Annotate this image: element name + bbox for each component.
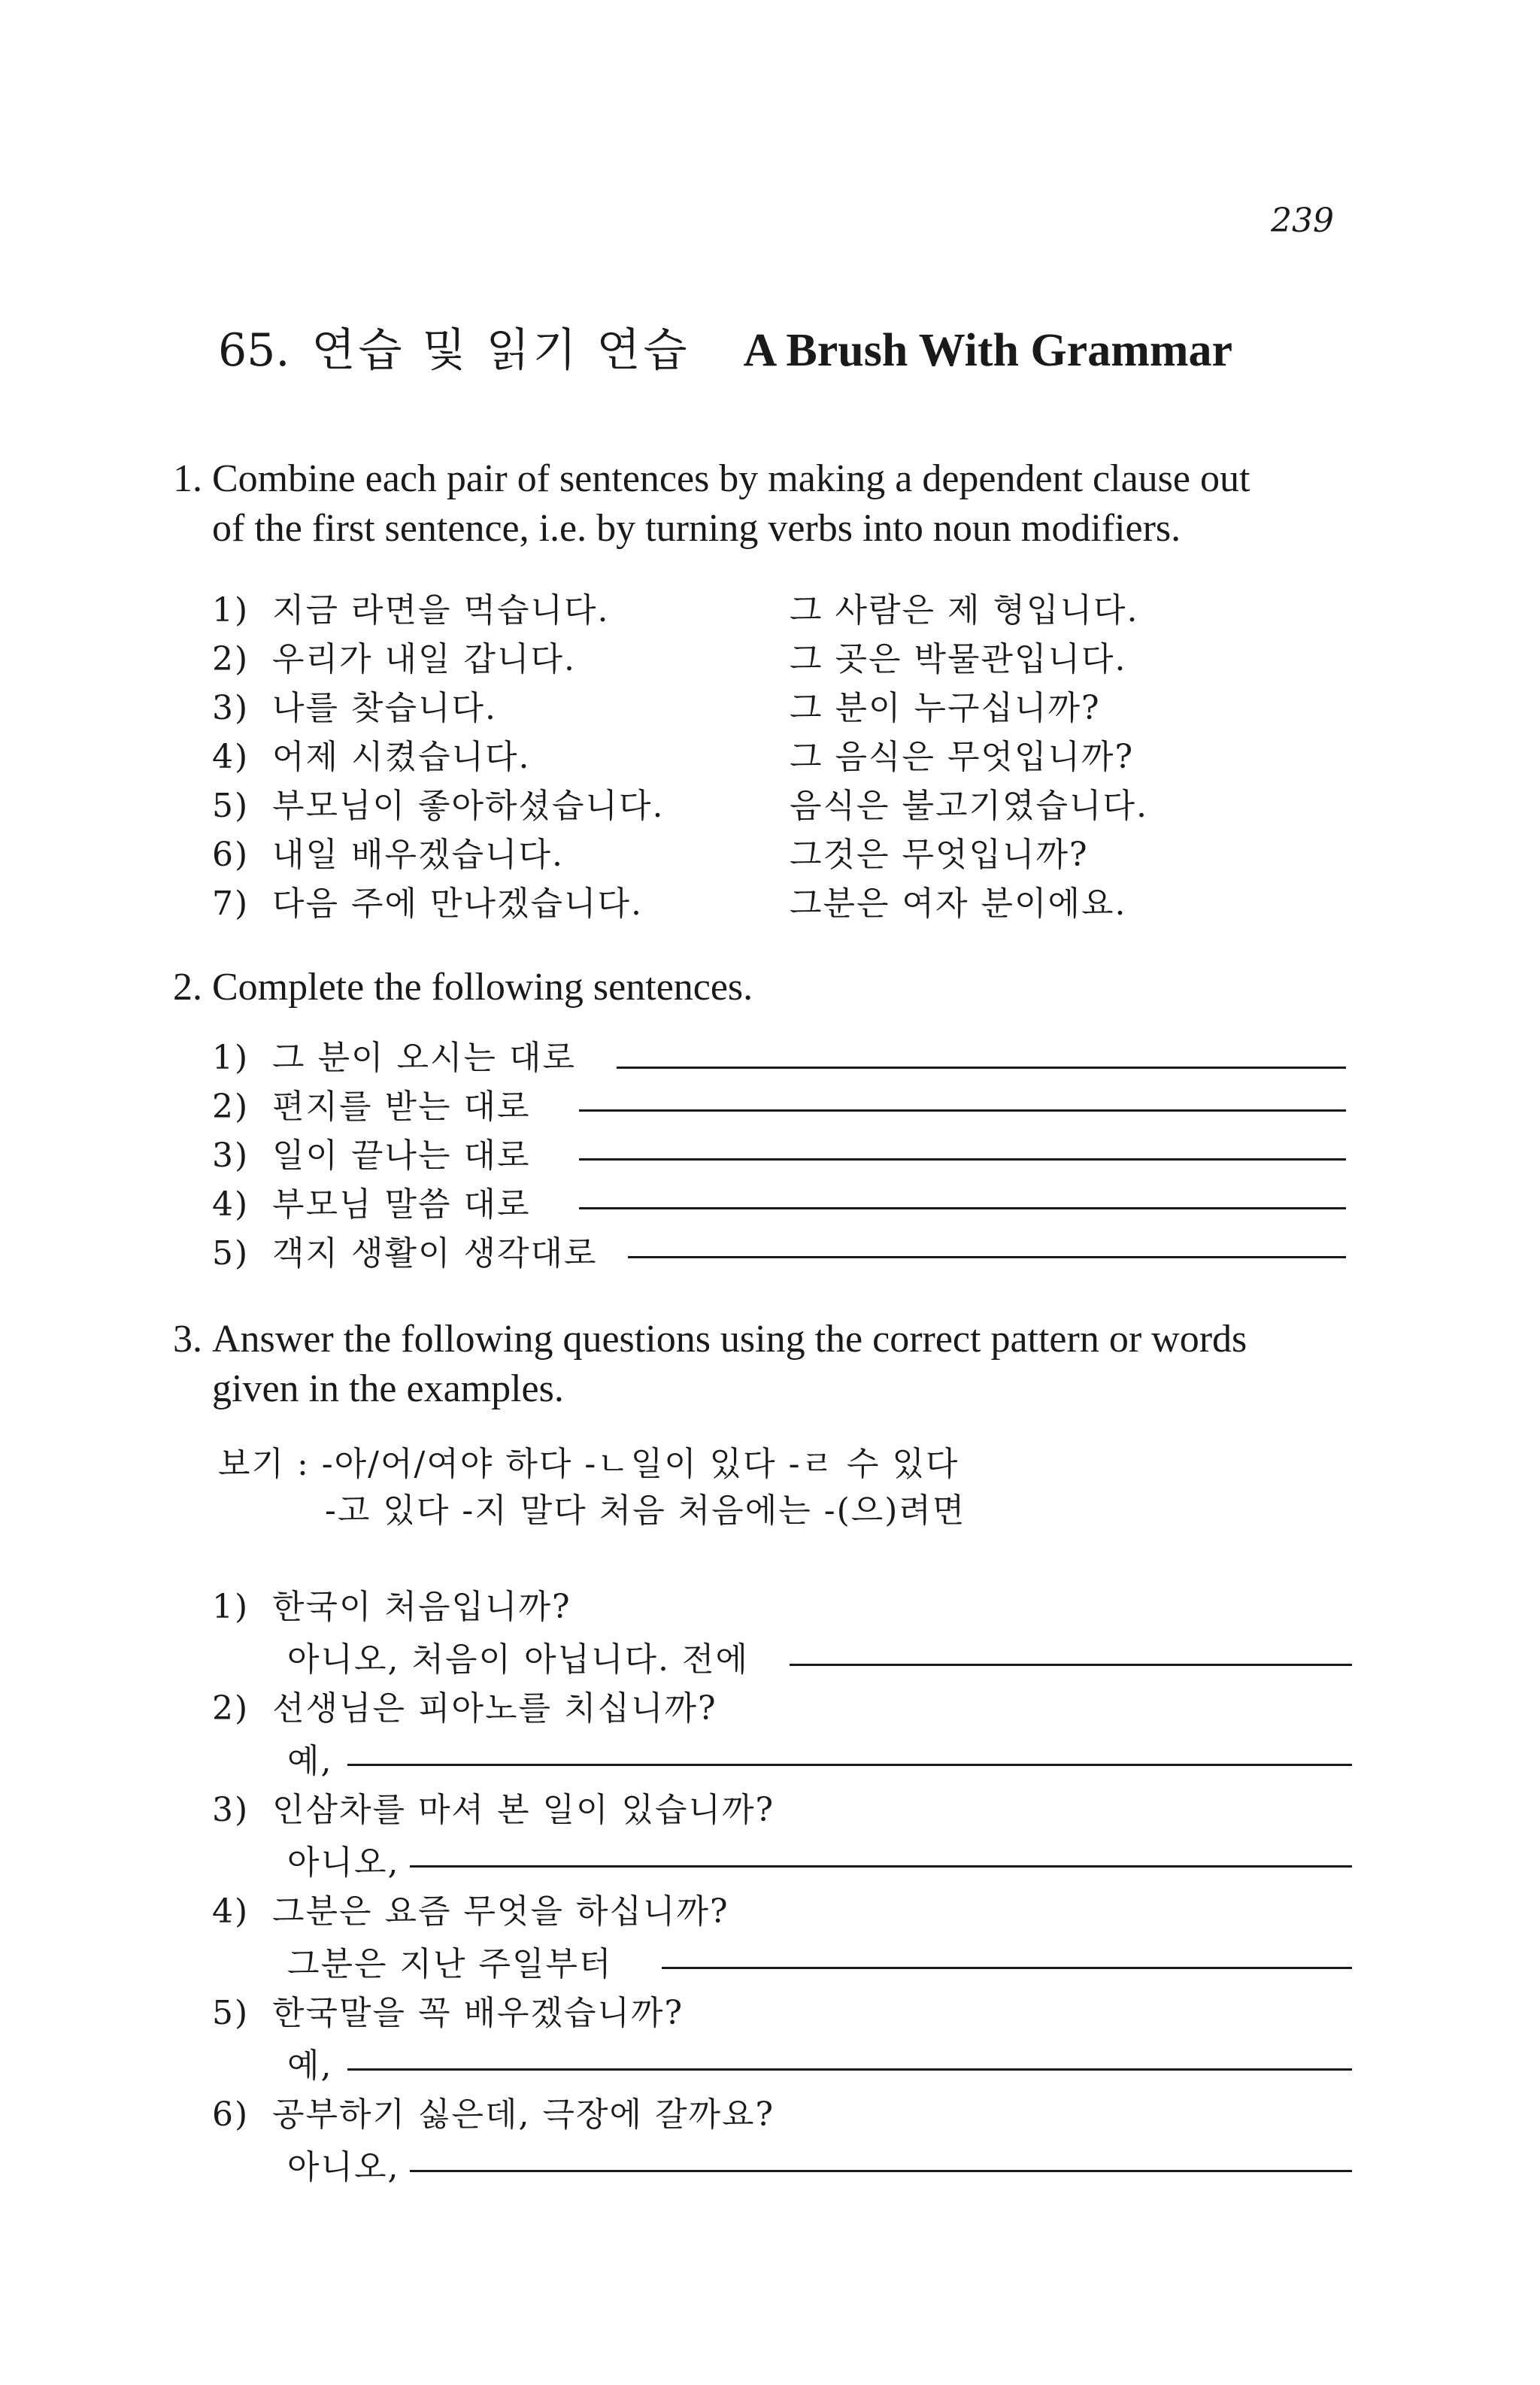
section2-heading — [173, 963, 753, 1012]
left-sentence: 지금 라면을 먹습니다. — [272, 591, 610, 630]
section1-item — [212, 827, 564, 875]
examples-line1: 보기 : -아/어/여야 하다 -ㄴ일이 있다 -ㄹ 수 있다 — [218, 1445, 959, 1483]
section1-item — [212, 730, 531, 778]
section1-instruction-line2: of the first sentence, i.e. by turning verbs into noun modifiers. — [212, 507, 1181, 550]
item-index: 1) — [212, 1039, 250, 1077]
answer-blank[interactable] — [579, 1158, 1346, 1161]
section3-number: 3. — [173, 1318, 202, 1361]
item-index: 2) — [212, 1689, 250, 1728]
answer-blank[interactable] — [579, 1207, 1346, 1209]
section3-answer: 예, — [287, 2047, 333, 2085]
item-index: 4) — [212, 738, 250, 776]
question-text: 인삼차를 마셔 본 일이 있습니까? — [272, 1791, 775, 1829]
section2-item — [212, 1030, 576, 1079]
section2-item — [212, 1177, 531, 1225]
left-sentence: 부모님이 좋아하셨습니다. — [272, 787, 665, 825]
prompt-text: 일이 끝나는 대로 — [272, 1136, 531, 1175]
title-english: A Brush With Grammar — [743, 325, 1233, 376]
section1-item — [212, 876, 643, 924]
left-sentence: 어제 시켰습니다. — [272, 738, 531, 776]
section3-answer: 그분은 지난 주일부터 — [287, 1945, 613, 1983]
answer-blank[interactable] — [617, 1067, 1346, 1069]
item-index: 5) — [212, 787, 250, 825]
section1-item — [212, 583, 610, 631]
item-index: 2) — [212, 640, 250, 678]
answer-blank[interactable] — [790, 1664, 1352, 1666]
left-sentence: 나를 찾습니다. — [272, 689, 497, 727]
section3-answer: 아니오, — [287, 2148, 400, 2186]
question-text: 공부하기 싫은데, 극장에 갈까요? — [272, 2095, 775, 2134]
item-index: 2) — [212, 1088, 250, 1126]
section3-answer: 아니오, 처음이 아닙니다. 전에 — [287, 1640, 749, 1679]
section1-number: 1. — [173, 457, 202, 500]
section1-instruction-line1: Combine each pair of sentences by making a dependent clause out — [212, 457, 1250, 500]
section1-item-right: 그 분이 누구십니까? — [790, 689, 1101, 727]
item-index: 6) — [212, 836, 250, 874]
left-sentence: 내일 배우겠습니다. — [272, 836, 565, 874]
item-index: 4) — [212, 1892, 250, 1931]
answer-blank[interactable] — [347, 2068, 1352, 2071]
left-sentence: 우리가 내일 갑니다. — [272, 640, 576, 678]
section1-item-right: 그것은 무엇입니까? — [790, 836, 1089, 874]
section3-answer: 예, — [287, 1742, 333, 1780]
section3-instruction-line2: given in the examples. — [212, 1367, 564, 1410]
section3-answer: 아니오, — [287, 1843, 400, 1882]
section1-item-right: 그 음식은 무엇입니까? — [790, 738, 1135, 776]
answer-blank[interactable] — [410, 1865, 1352, 1868]
section1-item-right: 그분은 여자 분이에요. — [790, 885, 1127, 923]
examples-line2: -고 있다 -지 말다 처음 처음에는 -(으)려면 — [325, 1491, 966, 1530]
item-index: 3) — [212, 689, 250, 727]
answer-blank[interactable] — [579, 1109, 1346, 1112]
section3-question — [212, 1579, 571, 1628]
section1-item-right: 그 사람은 제 형입니다. — [790, 591, 1139, 630]
section3-question — [212, 2087, 775, 2135]
answer-blank[interactable] — [410, 2170, 1352, 2172]
question-text: 한국이 처음입니까? — [272, 1588, 571, 1626]
section1-item — [212, 681, 497, 729]
prompt-text: 편지를 받는 대로 — [272, 1088, 531, 1126]
left-sentence: 다음 주에 만나겠습니다. — [272, 885, 643, 923]
prompt-text: 그 분이 오시는 대로 — [272, 1039, 576, 1077]
section1-heading — [173, 454, 1250, 554]
section3-question — [212, 1884, 729, 1932]
section2-item — [212, 1226, 598, 1274]
section2-item — [212, 1079, 531, 1127]
title-korean: 연습 및 읽기 연습 — [311, 324, 690, 377]
item-index: 1) — [212, 591, 250, 630]
section3-question — [212, 1783, 775, 1831]
item-index: 5) — [212, 1994, 250, 2032]
question-text: 선생님은 피아노를 치십니까? — [272, 1689, 717, 1728]
section2-item — [212, 1128, 531, 1176]
section3-question — [212, 1681, 717, 1729]
section1-item-right: 음식은 불고기였습니다. — [790, 787, 1149, 825]
question-text: 그분은 요즘 무엇을 하십니까? — [272, 1892, 729, 1931]
section1-item — [212, 632, 576, 680]
section3-instruction-line1: Answer the following questions using the correct pattern or words — [212, 1318, 1247, 1361]
item-index: 6) — [212, 2095, 250, 2134]
section3-question — [212, 1986, 684, 2034]
item-index: 3) — [212, 1136, 250, 1175]
page-title — [218, 314, 1232, 379]
item-index: 1) — [212, 1588, 250, 1626]
item-index: 3) — [212, 1791, 250, 1829]
section1-item — [212, 778, 665, 827]
answer-blank[interactable] — [347, 1764, 1352, 1766]
title-number: 65. — [218, 324, 290, 377]
section2-number: 2. — [173, 966, 202, 1009]
answer-blank[interactable] — [628, 1256, 1346, 1258]
prompt-text: 객지 생활이 생각대로 — [272, 1234, 598, 1273]
prompt-text: 부모님 말씀 대로 — [272, 1185, 531, 1224]
item-index: 7) — [212, 885, 250, 923]
item-index: 5) — [212, 1234, 250, 1273]
section1-item-right: 그 곳은 박물관입니다. — [790, 640, 1127, 678]
answer-blank[interactable] — [662, 1967, 1352, 1969]
section3-heading — [173, 1315, 1247, 1414]
item-index: 4) — [212, 1185, 250, 1224]
page-number: 239 — [1271, 202, 1334, 240]
question-text: 한국말을 꼭 배우겠습니까? — [272, 1994, 684, 2032]
section2-instruction: Complete the following sentences. — [212, 966, 753, 1009]
